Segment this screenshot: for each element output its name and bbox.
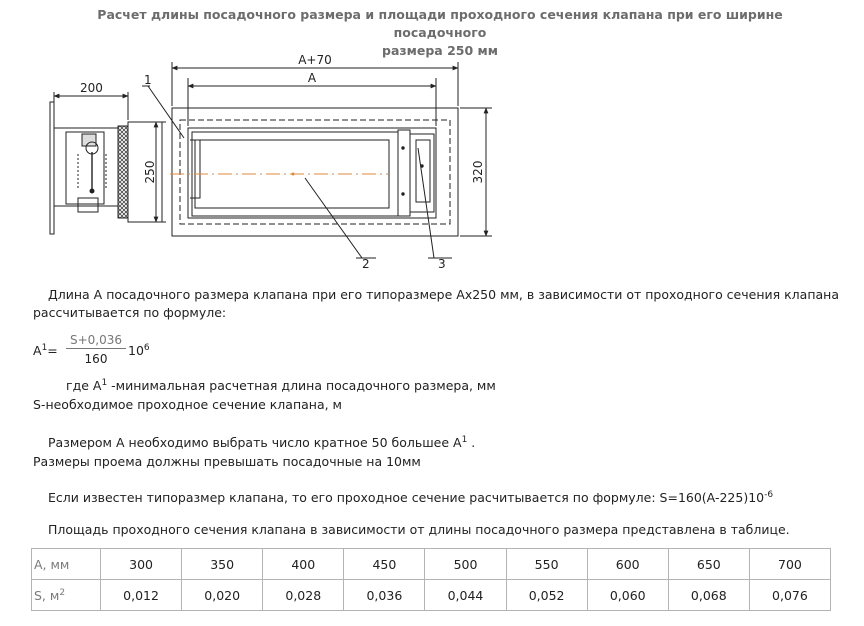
formula-numerator: S+0,036 — [66, 333, 126, 349]
title-line-1: Расчет длины посадочного размера и площади проходного сечения клапана при его ширине посадочного — [97, 7, 783, 40]
dim-200-label: 200 — [80, 81, 103, 95]
table-cell: 0,060 — [587, 580, 668, 611]
table-cell: 400 — [263, 549, 344, 580]
table-cell: 450 — [344, 549, 425, 580]
table-cell: 0,028 — [263, 580, 344, 611]
paragraph-3: Размеры проема должны превышать посадочные на 10мм — [33, 454, 421, 469]
formula-lhs: $A^1=$ — [33, 342, 58, 358]
formula-denominator: 160 — [84, 352, 108, 366]
callout-1: 1 — [144, 73, 152, 87]
table-row — [32, 549, 831, 580]
table-cell: 700 — [749, 549, 830, 580]
table-cell: 300 — [101, 549, 182, 580]
dim-320-label: 320 — [471, 160, 485, 184]
row-header-s: S, $м^2$ — [32, 580, 101, 611]
paragraph-1-line-1: Длина А посадочного размера клапана при его типоразмере Ах250 мм, в зависимости от проходного сечения клапана — [48, 287, 839, 302]
table-cell: 350 — [182, 549, 263, 580]
front-view — [170, 108, 458, 236]
table-cell: 0,044 — [425, 580, 506, 611]
row-header-a: А, мм — [32, 549, 101, 580]
dim-a-label: A — [307, 71, 317, 85]
paragraph-5: Площадь проходного сечения клапана в зависимости от длины посадочного размера представлена в таблице. — [48, 522, 790, 537]
table-cell: 0,076 — [749, 580, 830, 611]
paragraph-2: Размером А необходимо выбрать число кратное 50 большее $А^1$ . — [48, 434, 476, 450]
table-cell: 650 — [668, 549, 749, 580]
formula-fraction — [66, 333, 126, 366]
table-cell: 550 — [506, 549, 587, 580]
table-cell: 600 — [587, 549, 668, 580]
paragraph-4: Если известен типоразмер клапана, то его проходное сечение расчитывается по формуле: $S=160(A-225)10^{-6}$ — [48, 489, 774, 505]
where-line: где $А^1$ -минимальная расчетная длина посадочного размера, мм — [66, 377, 496, 393]
table-cell: 0,020 — [182, 580, 263, 611]
table-cell: 0,068 — [668, 580, 749, 611]
formula-multiplier: $10^6$ — [128, 342, 150, 358]
area-table — [31, 548, 831, 611]
callout-2: 2 — [362, 257, 370, 270]
dim-a70-label: A+70 — [298, 53, 332, 67]
table-cell: 0,012 — [101, 580, 182, 611]
table-row — [32, 580, 831, 611]
table-cell: 0,052 — [506, 580, 587, 611]
table-cell: 0,036 — [344, 580, 425, 611]
s-definition: S-необходимое проходное сечение клапана, м — [33, 397, 342, 412]
table-cell: 500 — [425, 549, 506, 580]
technical-drawing — [30, 48, 500, 270]
dim-250-label: 250 — [143, 160, 157, 184]
paragraph-1-line-2: рассчитывается по формуле: — [33, 305, 227, 320]
callout-3: 3 — [438, 257, 446, 270]
title-line-2: размера 250 мм — [382, 43, 498, 58]
